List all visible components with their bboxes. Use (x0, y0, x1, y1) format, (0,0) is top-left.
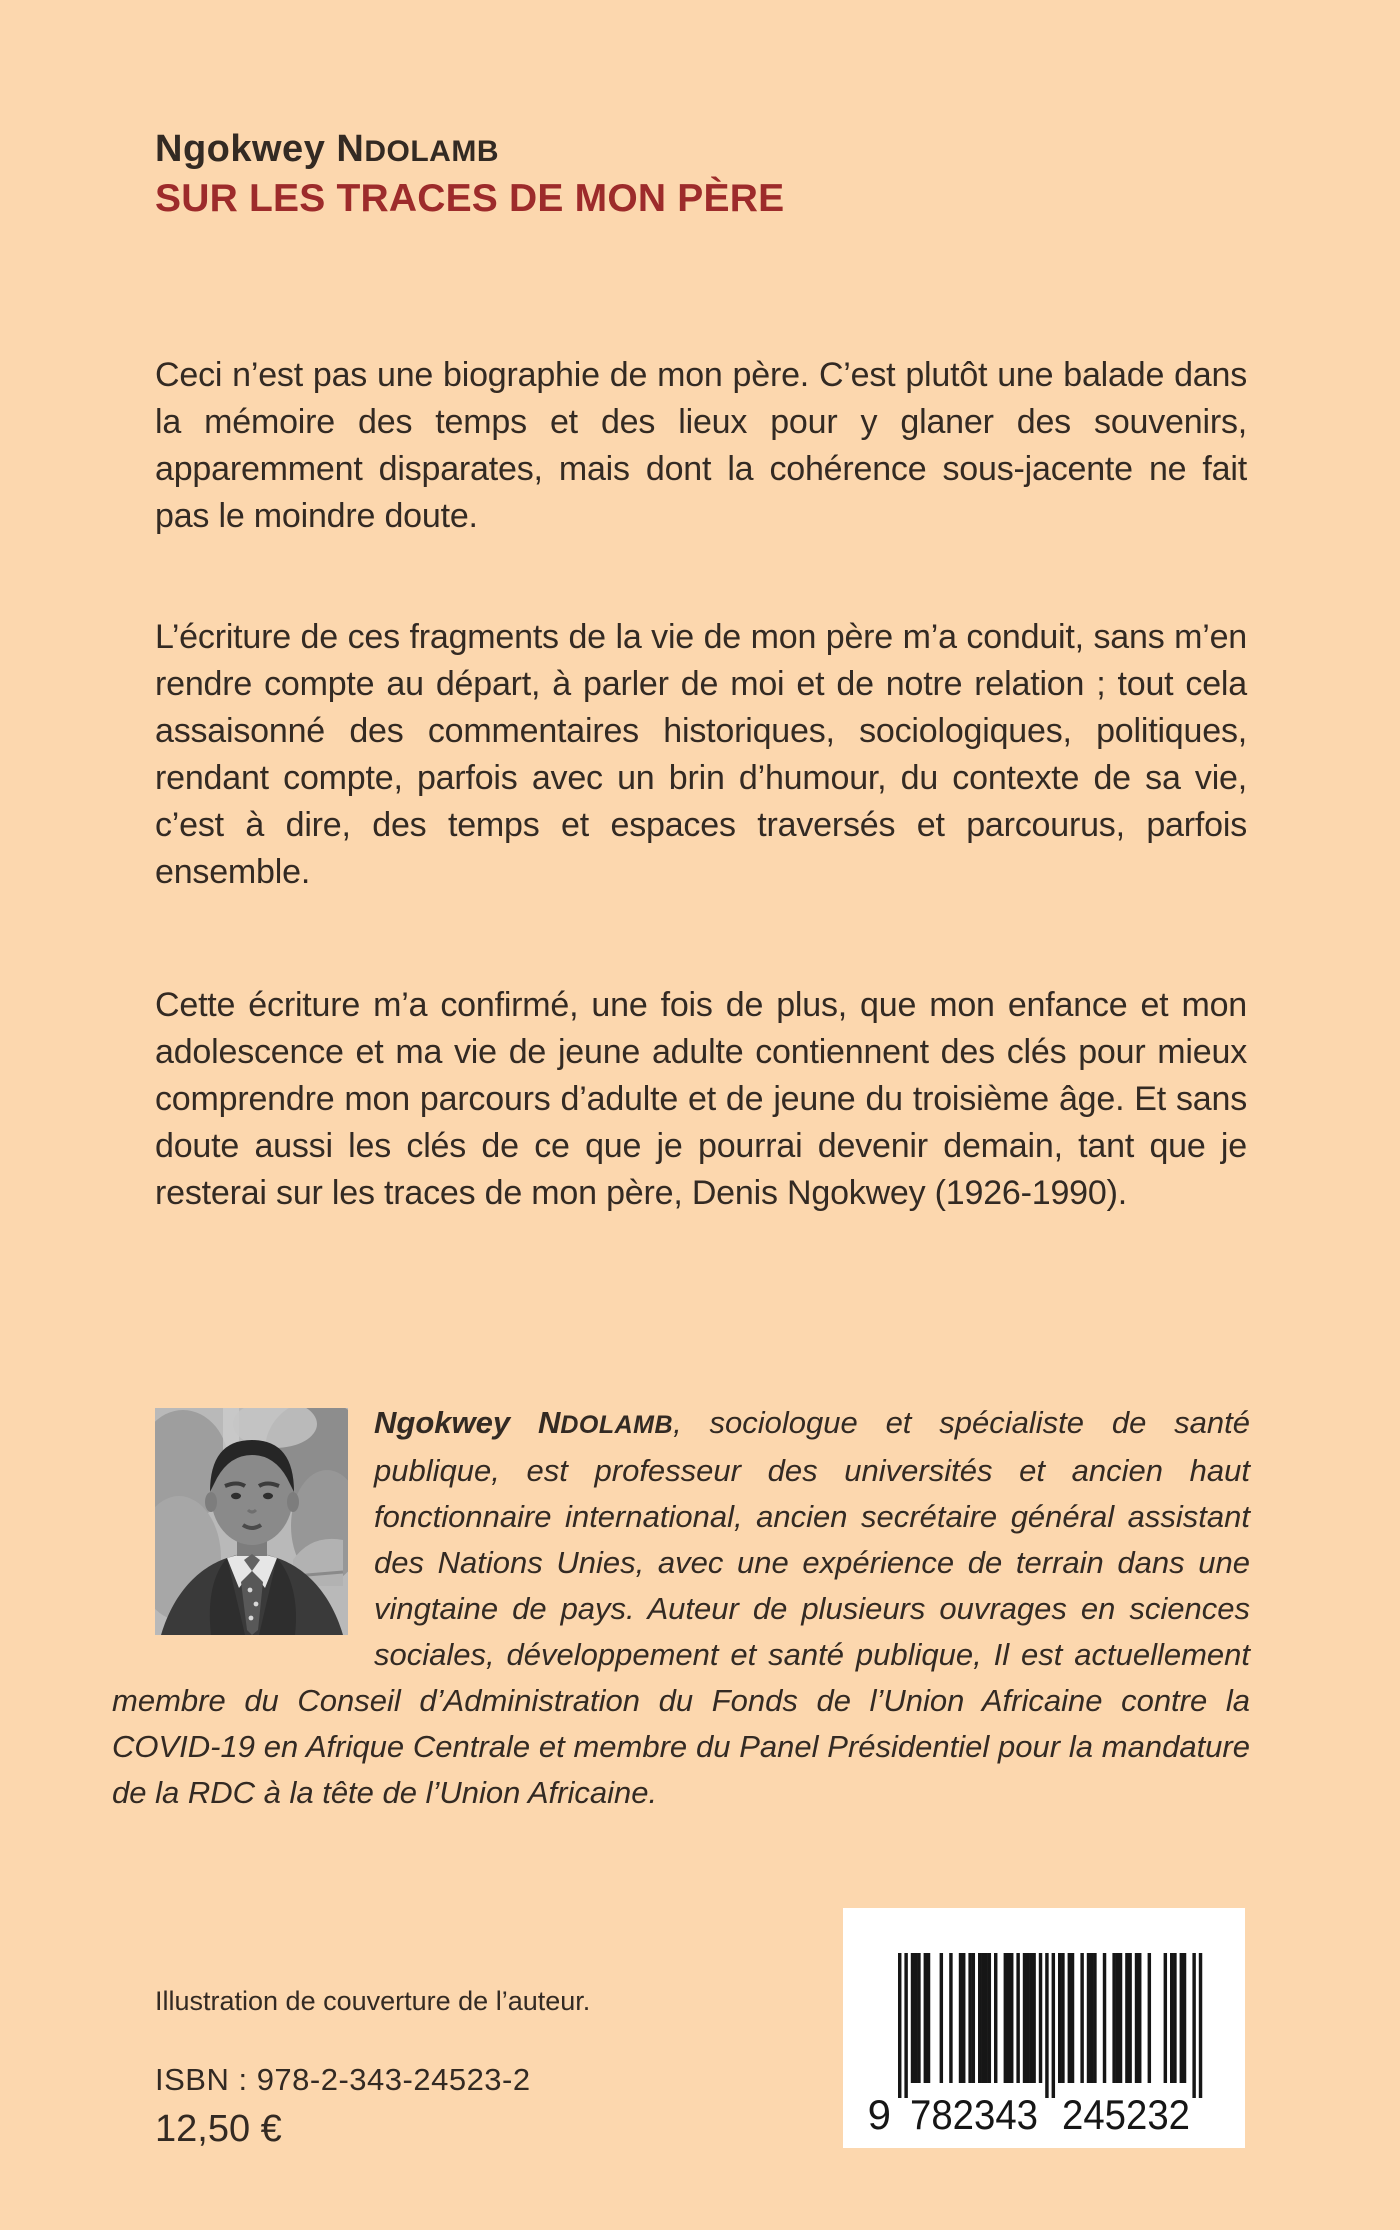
synopsis-paragraph-3: Cette écriture m’a confirmé, une fois de plus, que mon enfance et mon adolescence et ma vie de jeune adulte contiennent des clés pour mieux comprendre mon parcours d’adulte et de jeune du troisième âge. Et sans doute aussi les clés de ce que je pourrai devenir demain, tant que je resterai sur les traces de mon père, Denis Ngokwey (1926-1990). (155, 986, 1247, 1212)
author-name (155, 128, 499, 171)
synopsis-paragraph-1: Ceci n’est pas une biographie de mon père. C’est plutôt une balade dans la mémoire des temps et des lieux pour y glaner des souvenirs, apparemment disparates, mais dont la cohérence sous-jacente ne fait pas le moindre doute. (155, 356, 1247, 535)
author-last-initial: N (336, 128, 365, 170)
author-first-name: Ngokwey (155, 128, 326, 170)
author-bio (112, 1400, 1250, 1816)
illustration-note: Illustration de couverture de l’auteur. (155, 1986, 591, 2016)
author-photo (155, 1408, 348, 1635)
barcode-digit-first: 9 (867, 2091, 891, 2138)
bio-author-name: Ngokwey NDOLAMB (374, 1405, 674, 1440)
bio-text: , sociologue et spécialiste de santé publique, est professeur des universités et ancien haut fonctionnaire international, ancien secrétaire général assistant des Nations Unies, avec une expérience de terrain dans une vingtaine de pays. Auteur de plusieurs ouvrages en sciences sociales, développement et santé publique, Il est actuellement membre du Conseil d’Administration du Fonds de l’Union Africaine contre la COVID-19 en Afrique Centrale et membre du Panel Présidentiel pour la mandature de la RDC à la tête de l’Union Africaine. (112, 1405, 1250, 1810)
isbn-text: ISBN : 978-2-343-24523-2 (155, 2062, 531, 2097)
price-text: 12,50 € (155, 2108, 282, 2150)
barcode-digits-right: 245232 (1062, 2091, 1190, 2138)
author-last-smallcaps: DOLAMB (364, 135, 499, 168)
barcode-bars (898, 1953, 1202, 2098)
synopsis-paragraph-2: L’écriture de ces fragments de la vie de mon père m’a conduit, sans m’en rendre compte au départ, à parler de moi et de notre relation ; tout cela assaisonné des commentaires historiques, sociologiques, politiques, rendant compte, parfois avec un brin d’humour, du contexte de sa vie, c’est à dire, des temps et espaces traversés et parcourus, parfois ensemble. (155, 618, 1247, 891)
barcode-digits-left: 782343 (910, 2091, 1038, 2138)
barcode (843, 1908, 1245, 2148)
book-title: SUR LES TRACES DE MON PÈRE (155, 177, 785, 220)
